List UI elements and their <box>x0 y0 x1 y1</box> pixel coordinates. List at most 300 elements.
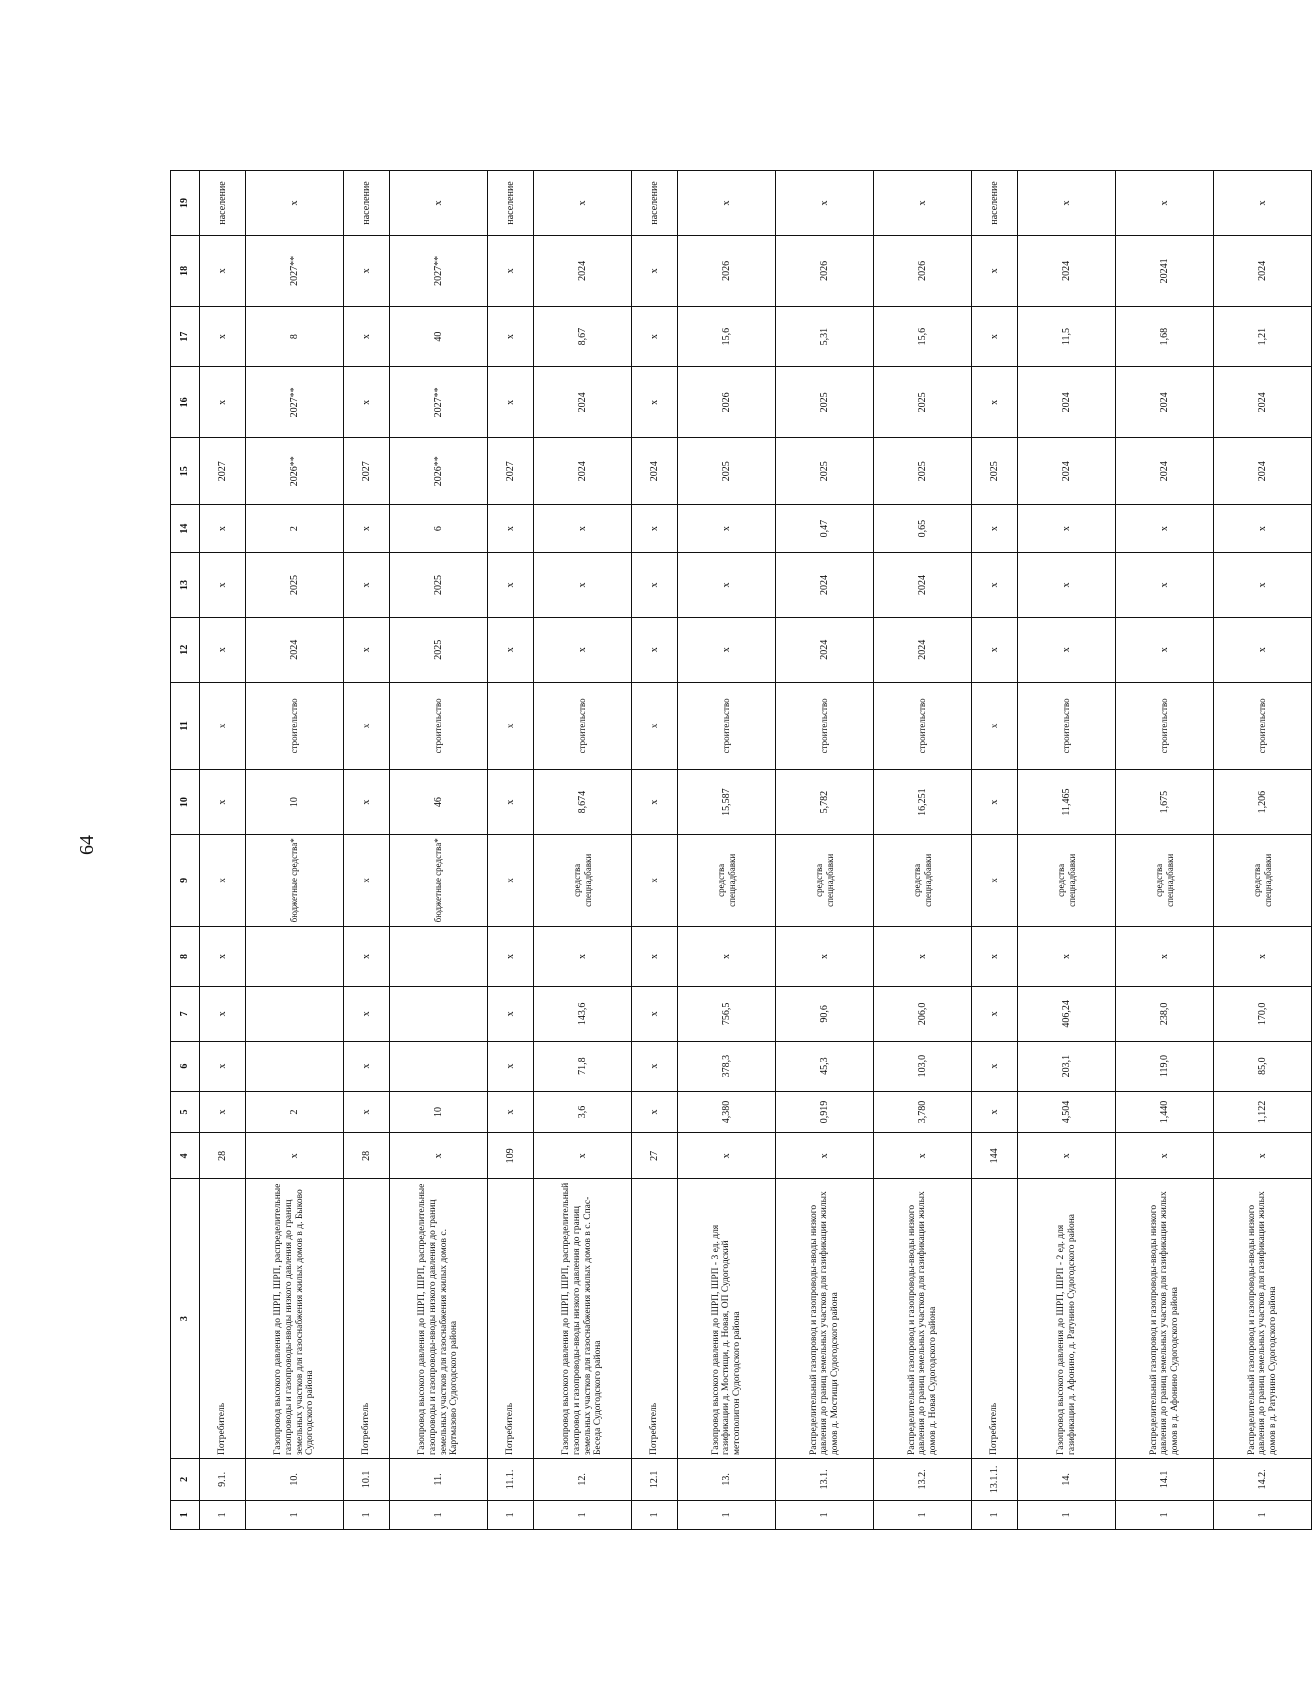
table-cell: x <box>632 367 678 438</box>
table-cell: строительство <box>534 682 632 770</box>
table-cell: x <box>776 171 874 236</box>
description-cell: Потребитель <box>972 1179 1018 1459</box>
table-cell: строительство <box>246 682 344 770</box>
table-cell: 71,8 <box>534 1041 632 1091</box>
table-cell: 2027 <box>344 438 390 505</box>
table-cell: 2026 <box>776 235 874 306</box>
table-cell: 20241 <box>1116 235 1214 306</box>
description-cell: Распределительный газопровод и газопроводы-вводы низкого давления до границ земельных участков для газификации жилых домов в д. Афонино Судогодского района <box>1116 1179 1214 1459</box>
rotated-table-container <box>170 170 1278 1530</box>
table-cell: x <box>632 682 678 770</box>
header-cell: 2 <box>171 1459 200 1501</box>
header-cell: 7 <box>171 987 200 1041</box>
description-cell: Потребитель <box>632 1179 678 1459</box>
table-cell: x <box>1116 171 1214 236</box>
table-cell: 2025 <box>874 438 972 505</box>
table-cell: 11,5 <box>1018 306 1116 367</box>
table-cell: 16,251 <box>874 770 972 835</box>
table-cell: x <box>488 987 534 1041</box>
table-cell: 28 <box>344 1133 390 1179</box>
table-cell: 1 <box>488 1500 534 1529</box>
table-cell: x <box>632 834 678 926</box>
table-cell: x <box>874 1133 972 1179</box>
page-number: 64 <box>76 835 98 855</box>
table-cell: строительство <box>776 682 874 770</box>
header-cell: 12 <box>171 617 200 682</box>
table-cell: 2026** <box>390 438 488 505</box>
table-cell: x <box>200 682 246 770</box>
table-cell: 2026 <box>678 367 776 438</box>
table-cell: 1 <box>972 1500 1018 1529</box>
table-cell: 0,65 <box>874 505 972 553</box>
table-cell: 2025 <box>874 367 972 438</box>
table-cell: x <box>972 987 1018 1041</box>
table-cell: x <box>200 1041 246 1091</box>
table-cell: x <box>678 505 776 553</box>
gasification-table <box>170 170 1312 1530</box>
table-cell: 2024 <box>534 235 632 306</box>
description-cell: Газопровод высокого давления до ШРП, ШРП - 2 ед. для газификации д. Афонино, д. Ратунино Судогодского района <box>1018 1179 1116 1459</box>
table-row <box>874 171 972 1530</box>
table-cell: x <box>1018 617 1116 682</box>
table-cell: x <box>776 1133 874 1179</box>
table-cell: 1 <box>246 1500 344 1529</box>
table-cell: население <box>488 171 534 236</box>
table-cell: 13.1.1. <box>972 1459 1018 1501</box>
table-cell: 46 <box>390 770 488 835</box>
table-cell: x <box>534 926 632 987</box>
table-cell: 2025 <box>390 553 488 618</box>
table-cell: строительство <box>1018 682 1116 770</box>
description-cell: Газопровод высокого давления до ШРП, ШРП, распределительные газопроводы и газопроводы-вводы низкого давления до границ земельных участков для газоснабжения жилых домов с. Картмазово Судогодского района <box>390 1179 488 1459</box>
table-cell: 2024 <box>632 438 678 505</box>
table-cell: x <box>972 926 1018 987</box>
table-cell: 45,3 <box>776 1041 874 1091</box>
table-cell: 10.1 <box>344 1459 390 1501</box>
table-cell: 2024 <box>776 617 874 682</box>
table-row <box>390 171 488 1530</box>
table-cell: x <box>776 926 874 987</box>
table-cell: 2027** <box>246 367 344 438</box>
table-cell: x <box>1116 553 1214 618</box>
header-cell: 17 <box>171 306 200 367</box>
table-cell: 2024 <box>874 617 972 682</box>
table-cell: x <box>1214 553 1312 618</box>
table-cell: x <box>874 926 972 987</box>
table-cell: бюджетные средства* <box>246 834 344 926</box>
table-cell: x <box>344 834 390 926</box>
header-cell: 6 <box>171 1041 200 1091</box>
header-cell: 19 <box>171 171 200 236</box>
table-cell: x <box>632 1091 678 1133</box>
table-cell: x <box>972 1041 1018 1091</box>
table-cell: x <box>534 505 632 553</box>
table-cell: 15,6 <box>874 306 972 367</box>
table-cell: x <box>344 367 390 438</box>
table-cell: 15,6 <box>678 306 776 367</box>
table-cell: 10. <box>246 1459 344 1501</box>
table-cell: x <box>488 367 534 438</box>
table-cell: 8 <box>246 306 344 367</box>
table-cell: 170,0 <box>1214 987 1312 1041</box>
table-cell: 13.2. <box>874 1459 972 1501</box>
table-cell: 4,380 <box>678 1091 776 1133</box>
table-cell: 13.1. <box>776 1459 874 1501</box>
table-cell: x <box>1214 926 1312 987</box>
description-cell: Газопровод высокого давления до ШРП, ШРП - 3 ед. для газификации д. Мостищи, д. Новая, ОП Судогодский метсополигон Судогодского района <box>678 1179 776 1459</box>
table-cell <box>390 926 488 987</box>
table-cell: 0,47 <box>776 505 874 553</box>
table-cell: средства спецнадбавки <box>1116 834 1214 926</box>
table-cell: x <box>344 235 390 306</box>
table-cell: 13. <box>678 1459 776 1501</box>
table-cell: 15,587 <box>678 770 776 835</box>
table-cell: x <box>1018 505 1116 553</box>
table-cell: x <box>1116 926 1214 987</box>
table-cell: x <box>678 1133 776 1179</box>
table-cell: x <box>1214 171 1312 236</box>
table-cell: 2024 <box>1116 367 1214 438</box>
table-cell: x <box>534 1133 632 1179</box>
table-row <box>678 171 776 1530</box>
table-cell: 2024 <box>1018 438 1116 505</box>
table-cell: x <box>488 617 534 682</box>
table-cell: 406,24 <box>1018 987 1116 1041</box>
table-cell: x <box>874 171 972 236</box>
table-cell: 109 <box>488 1133 534 1179</box>
table-cell: 11. <box>390 1459 488 1501</box>
table-cell: x <box>972 834 1018 926</box>
table-cell: 14. <box>1018 1459 1116 1501</box>
table-cell: 756,5 <box>678 987 776 1041</box>
table-cell <box>390 1041 488 1091</box>
table-cell: x <box>488 235 534 306</box>
table-cell: средства спецнадбавки <box>1214 834 1312 926</box>
table-cell: средства спецнадбавки <box>534 834 632 926</box>
table-cell: 10 <box>390 1091 488 1133</box>
table-cell: x <box>390 1133 488 1179</box>
table-cell: строительство <box>874 682 972 770</box>
table-body <box>200 171 1312 1530</box>
header-cell: 16 <box>171 367 200 438</box>
table-row <box>972 171 1018 1530</box>
table-cell: 2 <box>246 1091 344 1133</box>
table-cell: 1 <box>390 1500 488 1529</box>
table-cell: x <box>534 617 632 682</box>
table-cell: x <box>534 553 632 618</box>
table-cell: 2025 <box>776 367 874 438</box>
table-cell: x <box>534 171 632 236</box>
table-cell: x <box>344 682 390 770</box>
table-cell: 90,6 <box>776 987 874 1041</box>
table-cell: средства спецнадбавки <box>776 834 874 926</box>
table-cell: 2025 <box>776 438 874 505</box>
table-row <box>632 171 678 1530</box>
table-cell: x <box>972 682 1018 770</box>
table-cell: 2024 <box>246 617 344 682</box>
table-cell: 2024 <box>1214 438 1312 505</box>
header-cell: 8 <box>171 926 200 987</box>
table-cell: строительство <box>1116 682 1214 770</box>
header-cell: 9 <box>171 834 200 926</box>
header-cell: 10 <box>171 770 200 835</box>
table-cell: x <box>1214 1133 1312 1179</box>
table-cell: x <box>200 987 246 1041</box>
table-cell: строительство <box>678 682 776 770</box>
table-cell: 1,206 <box>1214 770 1312 835</box>
header-cell: 11 <box>171 682 200 770</box>
table-cell: x <box>1116 617 1214 682</box>
table-cell: средства спецнадбавки <box>678 834 776 926</box>
table-cell: x <box>488 553 534 618</box>
table-cell: x <box>1214 505 1312 553</box>
table-cell: x <box>678 617 776 682</box>
table-cell: x <box>200 553 246 618</box>
table-cell: 119,0 <box>1116 1041 1214 1091</box>
table-cell: 1 <box>534 1500 632 1529</box>
table-cell: 2024 <box>1214 367 1312 438</box>
table-cell: 2 <box>246 505 344 553</box>
table-cell: 2027** <box>390 367 488 438</box>
table-cell: x <box>200 834 246 926</box>
header-cell: 5 <box>171 1091 200 1133</box>
table-cell: 2025 <box>246 553 344 618</box>
table-cell: x <box>632 926 678 987</box>
table-cell: 2024 <box>534 367 632 438</box>
table-cell: бюджетные средства* <box>390 834 488 926</box>
table-cell: 2024 <box>1018 367 1116 438</box>
table-cell: x <box>632 235 678 306</box>
table-cell: 2024 <box>874 553 972 618</box>
table-cell: x <box>678 171 776 236</box>
description-cell: Газопровод высокого давления до ШРП, ШРП, распределительный газопровод и газопроводы-вводы низкого давления до границ земельных участков для газоснабжения жилых домов в с. Спас-Беседа Судогодского района <box>534 1179 632 1459</box>
table-cell: x <box>1018 926 1116 987</box>
table-cell: 2027 <box>488 438 534 505</box>
table-cell: x <box>488 1041 534 1091</box>
table-cell: x <box>488 926 534 987</box>
table-cell: 238,0 <box>1116 987 1214 1041</box>
header-cell: 4 <box>171 1133 200 1179</box>
table-cell: 2027** <box>246 235 344 306</box>
table-cell: 3,6 <box>534 1091 632 1133</box>
table-cell: 2027** <box>390 235 488 306</box>
table-cell: x <box>488 306 534 367</box>
table-cell: x <box>344 553 390 618</box>
table-cell: 1 <box>1018 1500 1116 1529</box>
table-row <box>344 171 390 1530</box>
table-cell: 14.2. <box>1214 1459 1312 1501</box>
header-cell: 1 <box>171 1500 200 1529</box>
table-cell: x <box>972 235 1018 306</box>
table-cell: 143,6 <box>534 987 632 1041</box>
table-row <box>246 171 344 1530</box>
table-cell: x <box>488 834 534 926</box>
header-cell: 13 <box>171 553 200 618</box>
table-cell: x <box>1018 171 1116 236</box>
table-cell: x <box>632 770 678 835</box>
table-cell: 5,782 <box>776 770 874 835</box>
table-cell: 1 <box>1116 1500 1214 1529</box>
table-cell: x <box>344 1041 390 1091</box>
table-cell: x <box>390 171 488 236</box>
table-cell: x <box>200 770 246 835</box>
table-cell: 2024 <box>776 553 874 618</box>
header-cell: 3 <box>171 1179 200 1459</box>
table-cell: 14.1 <box>1116 1459 1214 1501</box>
header-cell: 15 <box>171 438 200 505</box>
table-cell: x <box>200 1091 246 1133</box>
table-cell: x <box>200 617 246 682</box>
description-cell: Потребитель <box>488 1179 534 1459</box>
table-cell <box>390 987 488 1041</box>
table-cell: x <box>246 1133 344 1179</box>
table-cell: 2026 <box>874 235 972 306</box>
table-cell: 2027 <box>200 438 246 505</box>
table-cell: x <box>344 987 390 1041</box>
table-cell: x <box>972 1091 1018 1133</box>
table-cell: население <box>632 171 678 236</box>
table-cell: 11,465 <box>1018 770 1116 835</box>
table-cell: 27 <box>632 1133 678 1179</box>
table-cell: 1,68 <box>1116 306 1214 367</box>
table-cell: x <box>200 505 246 553</box>
table-cell: x <box>200 306 246 367</box>
table-cell <box>246 926 344 987</box>
table-cell: x <box>488 505 534 553</box>
table-cell: 28 <box>200 1133 246 1179</box>
table-cell: 1,122 <box>1214 1091 1312 1133</box>
table-cell: x <box>972 367 1018 438</box>
table-cell: x <box>972 770 1018 835</box>
table-row <box>1018 171 1116 1530</box>
table-cell: население <box>344 171 390 236</box>
table-cell: 2025 <box>972 438 1018 505</box>
table-cell: 1 <box>1214 1500 1312 1529</box>
table-cell: x <box>1116 505 1214 553</box>
table-cell: 1 <box>776 1500 874 1529</box>
table-cell: 1 <box>344 1500 390 1529</box>
description-cell: Распределительный газопровод и газопроводы-вводы низкого давления до границ земельных участков для газификации жилых домов в д. Ратунино Судогодского района <box>1214 1179 1312 1459</box>
table-cell: 4,504 <box>1018 1091 1116 1133</box>
table-cell: 2024 <box>534 438 632 505</box>
table-cell: 2024 <box>1116 438 1214 505</box>
table-cell: 3,780 <box>874 1091 972 1133</box>
table-cell: 0,919 <box>776 1091 874 1133</box>
table-cell: 1 <box>200 1500 246 1529</box>
table-cell: x <box>344 306 390 367</box>
table-cell: x <box>200 367 246 438</box>
table-cell: строительство <box>390 682 488 770</box>
table-cell: x <box>200 926 246 987</box>
table-cell: x <box>1116 1133 1214 1179</box>
table-cell: x <box>632 1041 678 1091</box>
table-cell: 2024 <box>1018 235 1116 306</box>
header-cell: 18 <box>171 235 200 306</box>
description-cell: Газопровод высокого давления до ШРП, ШРП, распределительные газопроводы и газопроводы-вводы низкого давления до границ земельных участков для газоснабжения жилых домов в д. Быково Судогодского района <box>246 1179 344 1459</box>
description-cell: Потребитель <box>200 1179 246 1459</box>
table-cell: 2026 <box>678 235 776 306</box>
table-row <box>534 171 632 1530</box>
table-cell: x <box>632 617 678 682</box>
table-cell: население <box>200 171 246 236</box>
table-row <box>1214 171 1312 1530</box>
table-row <box>488 171 534 1530</box>
table-header-row <box>171 171 200 1530</box>
table-cell: 206,0 <box>874 987 972 1041</box>
table-cell: 1 <box>874 1500 972 1529</box>
table-cell: x <box>632 553 678 618</box>
table-cell: x <box>972 505 1018 553</box>
table-cell: 2025 <box>678 438 776 505</box>
table-cell: x <box>632 505 678 553</box>
table-cell: средства спецнадбавки <box>1018 834 1116 926</box>
table-cell: 12. <box>534 1459 632 1501</box>
table-cell: x <box>1018 553 1116 618</box>
table-cell: 6 <box>390 505 488 553</box>
table-cell: x <box>632 987 678 1041</box>
table-cell: x <box>246 171 344 236</box>
table-cell: 1,21 <box>1214 306 1312 367</box>
table-cell: x <box>972 617 1018 682</box>
table-cell: x <box>972 553 1018 618</box>
table-cell: 103,0 <box>874 1041 972 1091</box>
table-cell: строительство <box>1214 682 1312 770</box>
table-cell: x <box>1018 1133 1116 1179</box>
table-cell: x <box>344 770 390 835</box>
table-cell: 203,1 <box>1018 1041 1116 1091</box>
table-cell: 5,31 <box>776 306 874 367</box>
table-cell: 8,674 <box>534 770 632 835</box>
table-cell: 378,3 <box>678 1041 776 1091</box>
table-cell: x <box>488 770 534 835</box>
table-cell: 1 <box>678 1500 776 1529</box>
table-row <box>1116 171 1214 1530</box>
table-cell: 1,440 <box>1116 1091 1214 1133</box>
table-cell: x <box>344 1091 390 1133</box>
table-cell: x <box>678 553 776 618</box>
table-cell: 11.1. <box>488 1459 534 1501</box>
table-cell: 2025 <box>390 617 488 682</box>
table-cell: x <box>200 235 246 306</box>
table-cell: население <box>972 171 1018 236</box>
description-cell: Потребитель <box>344 1179 390 1459</box>
table-cell: x <box>632 306 678 367</box>
table-cell: x <box>488 682 534 770</box>
description-cell: Распределительный газопровод и газопроводы-вводы низкого давления до границ земельных участков для газификации жилых домов д. Мостищи Судогодского района <box>776 1179 874 1459</box>
table-cell: 85,0 <box>1214 1041 1312 1091</box>
table-cell <box>246 1041 344 1091</box>
table-row <box>200 171 246 1530</box>
table-cell: 9.1. <box>200 1459 246 1501</box>
table-cell: x <box>344 505 390 553</box>
table-row <box>776 171 874 1530</box>
table-cell <box>246 987 344 1041</box>
header-cell: 14 <box>171 505 200 553</box>
table-cell: x <box>344 617 390 682</box>
table-cell: x <box>1214 617 1312 682</box>
description-cell: Распределительный газопровод и газопроводы-вводы низкого давления до границ земельных участков для газификации жилых домов д. Новая Судогодского района <box>874 1179 972 1459</box>
table-cell: x <box>972 306 1018 367</box>
table-cell: 40 <box>390 306 488 367</box>
table-cell: x <box>678 926 776 987</box>
table-cell: 1 <box>632 1500 678 1529</box>
table-cell: 2026** <box>246 438 344 505</box>
table-cell: 8,67 <box>534 306 632 367</box>
table-cell: 144 <box>972 1133 1018 1179</box>
table-cell: x <box>488 1091 534 1133</box>
table-cell: x <box>344 926 390 987</box>
table-cell: 1,675 <box>1116 770 1214 835</box>
